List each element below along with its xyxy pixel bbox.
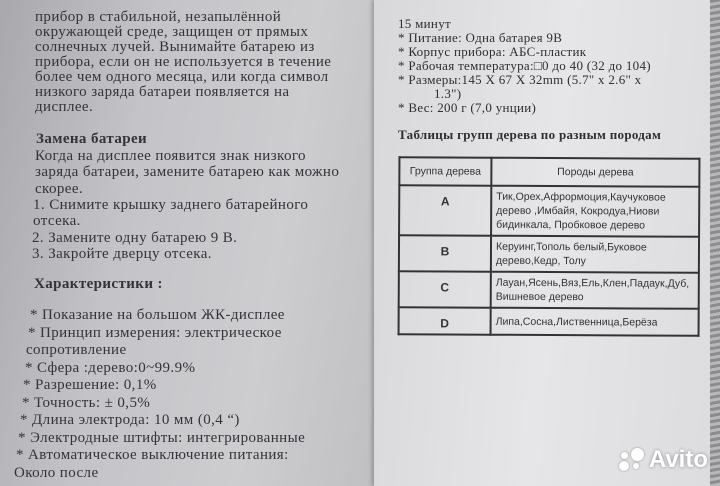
text-line: окружающей среде, защищен от прямых	[35, 24, 309, 40]
text-line: сопротивление	[26, 342, 127, 358]
table-row	[399, 185, 699, 237]
group-cell: D	[399, 307, 491, 334]
text-line: * Точность: ± 0,5%	[22, 394, 151, 411]
text-line: * Длина электрода: 10 мм (0,4 “)	[20, 412, 240, 428]
text-line: 3. Закройте дверцу отсека.	[32, 245, 212, 262]
table-header-row	[399, 157, 699, 187]
text-line: * Разрешение: 0,1%	[23, 377, 157, 393]
text-line: * Автоматическое выключение питания:	[16, 447, 289, 463]
text-line: отсека.	[33, 213, 81, 230]
table-row	[399, 235, 699, 273]
table-title: Таблицы групп дерева по разным породам	[398, 127, 662, 142]
wood-group-table	[398, 156, 701, 337]
avito-logo-icon	[619, 448, 645, 472]
battery-section-heading: Замена батареи	[36, 131, 148, 147]
table-row	[399, 307, 699, 336]
text-line: прибор в стабильной, незапылённой	[35, 9, 282, 25]
species-cell: Керуинг,Тополь белый,Буковое дерево,Кедр, Толу	[491, 236, 699, 273]
header-group: Группа дерева	[399, 157, 491, 185]
group-cell: A	[399, 185, 491, 235]
species-cell: Липа,Сосна,Лиственница,Берёза	[491, 308, 699, 336]
text-line: * Показание на большом ЖК-дисплее	[30, 307, 285, 323]
text-line: * Размеры:145 X 67 X 32mm (5.7" x 2.6" x	[398, 72, 642, 87]
text-line: * Сфера :дерево:0~99.9%	[25, 359, 196, 376]
text-line: * Питание: Одна батарея 9В	[398, 30, 563, 45]
text-line: 1. Снимите крышку заднего батарейного	[33, 196, 309, 213]
text-line: 15 минут	[398, 16, 451, 31]
text-line: низкого заряда батареи появляется на	[35, 84, 290, 100]
text-line: дисплее.	[35, 99, 94, 115]
group-cell: C	[399, 271, 491, 307]
text-line: Около после	[14, 464, 99, 481]
text-line: * Рабочая температура:□0 до 40 (32 до 104)	[398, 58, 651, 73]
species-cell: Тик,Орех,Афрормоция,Каучуковое дерево ,Имбайя, Кокродуа,Ниови бидинкала, Пробковое дерево	[491, 186, 699, 237]
species-cell: Лауан,Ясень,Вяз,Ель,Клен,Падаук,Дуб, Вишневое дерево	[491, 272, 699, 309]
text-line: * Корпус прибора: АБС-пластик	[398, 44, 587, 59]
table-row	[399, 271, 699, 309]
text-line: Когда на дисплее появится знак низкого	[35, 148, 306, 164]
page-stack-edge	[710, 0, 720, 486]
text-line: 2. Замените одну батарею 9 В.	[32, 229, 238, 246]
group-cell: B	[399, 235, 491, 271]
header-species: Породы дерева	[491, 158, 699, 187]
text-line: солнечных лучей. Вынимайте батарею из	[35, 39, 315, 55]
avito-text: Avito	[648, 446, 708, 473]
text-line: * Принцип измерения: электрическое	[28, 324, 282, 341]
text-line: * Электродные штифты: интегрированные	[18, 429, 306, 446]
text-line: прибора, если он не используется в течение	[35, 54, 332, 70]
specs-section-heading: Характеристики :	[34, 276, 163, 292]
text-line: 1.3")	[434, 86, 462, 101]
text-line: скорее.	[35, 180, 84, 197]
text-line: более чем одного месяца, или когда символ	[35, 69, 329, 85]
text-line: заряда батареи, замените батарею как можно	[35, 164, 340, 181]
avito-watermark	[619, 446, 708, 474]
text-line: * Вес: 200 г (7,0 унции)	[398, 100, 537, 115]
